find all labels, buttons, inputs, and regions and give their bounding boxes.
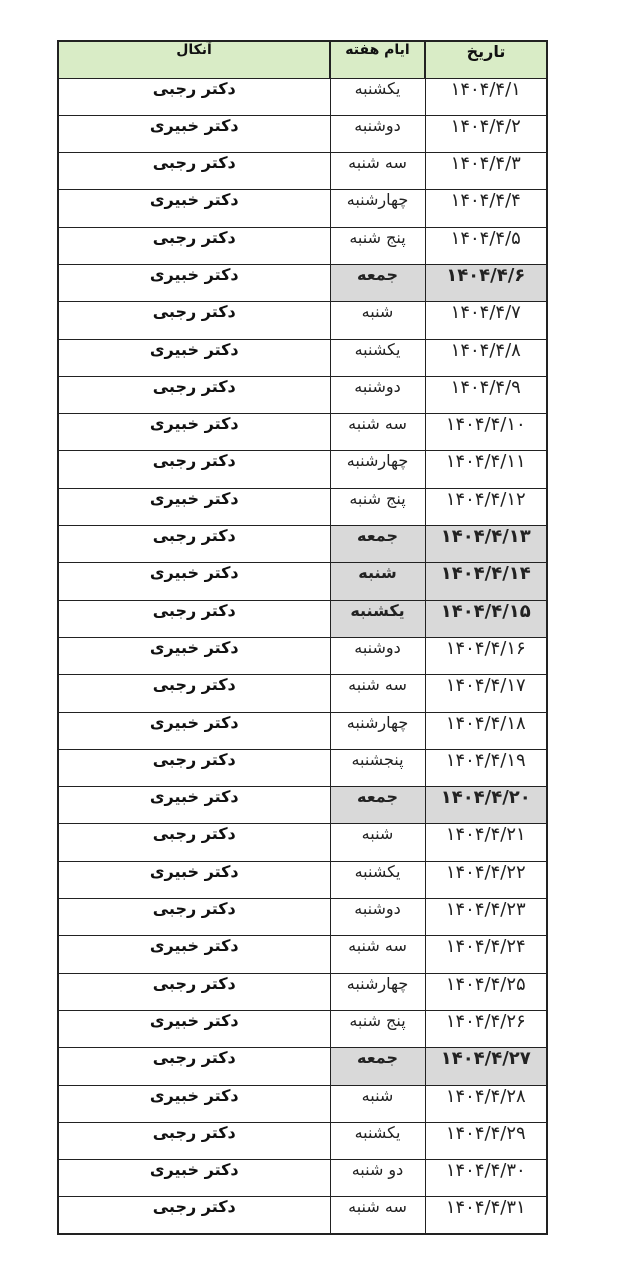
- weekday-cell: سه شنبه: [330, 414, 425, 451]
- date-cell: ۱۴۰۴/۴/۳: [425, 153, 547, 190]
- date-cell: ۱۴۰۴/۴/۱۸: [425, 712, 547, 749]
- oncall-cell: دکتر رجبی: [58, 302, 330, 339]
- date-cell: ۱۴۰۴/۴/۲۱: [425, 824, 547, 861]
- table-row: [58, 563, 547, 600]
- table-row: [58, 451, 547, 488]
- date-cell: ۱۴۰۴/۴/۱۴: [425, 563, 547, 600]
- table-row: [58, 488, 547, 525]
- weekday-cell: یکشنبه: [330, 1122, 425, 1159]
- oncall-cell: دکتر خبیری: [58, 190, 330, 227]
- table-row: [58, 1085, 547, 1122]
- date-cell: ۱۴۰۴/۴/۱: [425, 78, 547, 115]
- date-cell: ۱۴۰۴/۴/۶: [425, 264, 547, 301]
- table-row: [58, 115, 547, 152]
- date-cell: ۱۴۰۴/۴/۱۷: [425, 675, 547, 712]
- table-row: [58, 1197, 547, 1234]
- table-row: [58, 78, 547, 115]
- table-row: [58, 264, 547, 301]
- table-row: [58, 302, 547, 339]
- table-row: [58, 787, 547, 824]
- weekday-cell: شنبه: [330, 563, 425, 600]
- oncall-cell: دکتر رجبی: [58, 78, 330, 115]
- oncall-cell: دکتر رجبی: [58, 973, 330, 1010]
- table-row: [58, 190, 547, 227]
- oncall-cell: دکتر رجبی: [58, 376, 330, 413]
- weekday-cell: یکشنبه: [330, 78, 425, 115]
- oncall-cell: دکتر رجبی: [58, 451, 330, 488]
- date-cell: ۱۴۰۴/۴/۴: [425, 190, 547, 227]
- weekday-cell: پنجشنبه: [330, 749, 425, 786]
- date-cell: ۱۴۰۴/۴/۱۱: [425, 451, 547, 488]
- table-row: [58, 526, 547, 563]
- oncall-cell: دکتر خبیری: [58, 712, 330, 749]
- weekday-cell: پنج شنبه: [330, 227, 425, 264]
- oncall-cell: دکتر رجبی: [58, 153, 330, 190]
- oncall-cell: دکتر رجبی: [58, 675, 330, 712]
- oncall-schedule-table: [57, 40, 548, 1235]
- table-row: [58, 749, 547, 786]
- oncall-cell: دکتر خبیری: [58, 787, 330, 824]
- table-row: [58, 936, 547, 973]
- weekday-cell: جمعه: [330, 264, 425, 301]
- header-weekday: ایام هفته: [330, 41, 425, 78]
- date-cell: ۱۴۰۴/۴/۲: [425, 115, 547, 152]
- weekday-cell: سه شنبه: [330, 1197, 425, 1234]
- table-row: [58, 339, 547, 376]
- date-cell: ۱۴۰۴/۴/۱۵: [425, 600, 547, 637]
- weekday-cell: جمعه: [330, 1048, 425, 1085]
- date-cell: ۱۴۰۴/۴/۲۸: [425, 1085, 547, 1122]
- oncall-schedule-sheet: [57, 40, 546, 1235]
- date-cell: ۱۴۰۴/۴/۲۷: [425, 1048, 547, 1085]
- oncall-cell: دکتر خبیری: [58, 1010, 330, 1047]
- oncall-cell: دکتر رجبی: [58, 1122, 330, 1159]
- table-row: [58, 376, 547, 413]
- date-cell: ۱۴۰۴/۴/۷: [425, 302, 547, 339]
- header-date: تاریخ: [425, 41, 547, 78]
- oncall-cell: دکتر رجبی: [58, 1048, 330, 1085]
- header-row: [58, 41, 547, 78]
- date-cell: ۱۴۰۴/۴/۵: [425, 227, 547, 264]
- weekday-cell: چهارشنبه: [330, 973, 425, 1010]
- oncall-cell: دکتر خبیری: [58, 488, 330, 525]
- table-row: [58, 153, 547, 190]
- oncall-cell: دکتر خبیری: [58, 115, 330, 152]
- date-cell: ۱۴۰۴/۴/۱۹: [425, 749, 547, 786]
- date-cell: ۱۴۰۴/۴/۱۰: [425, 414, 547, 451]
- table-row: [58, 824, 547, 861]
- oncall-cell: دکتر خبیری: [58, 861, 330, 898]
- weekday-cell: یکشنبه: [330, 339, 425, 376]
- oncall-cell: دکتر خبیری: [58, 563, 330, 600]
- date-cell: ۱۴۰۴/۴/۲۰: [425, 787, 547, 824]
- table-row: [58, 712, 547, 749]
- table-row: [58, 227, 547, 264]
- table-row: [58, 675, 547, 712]
- table-row: [58, 414, 547, 451]
- header-oncall: آنکال: [58, 41, 330, 78]
- weekday-cell: دوشنبه: [330, 115, 425, 152]
- date-cell: ۱۴۰۴/۴/۲۵: [425, 973, 547, 1010]
- weekday-cell: یکشنبه: [330, 600, 425, 637]
- weekday-cell: پنج شنبه: [330, 488, 425, 525]
- weekday-cell: سه شنبه: [330, 153, 425, 190]
- schedule-body: [58, 78, 547, 1234]
- oncall-cell: دکتر خبیری: [58, 637, 330, 674]
- date-cell: ۱۴۰۴/۴/۳۰: [425, 1160, 547, 1197]
- oncall-cell: دکتر رجبی: [58, 749, 330, 786]
- oncall-cell: دکتر خبیری: [58, 264, 330, 301]
- weekday-cell: چهارشنبه: [330, 451, 425, 488]
- oncall-cell: دکتر رجبی: [58, 1197, 330, 1234]
- date-cell: ۱۴۰۴/۴/۱۳: [425, 526, 547, 563]
- oncall-cell: دکتر خبیری: [58, 1085, 330, 1122]
- weekday-cell: سه شنبه: [330, 936, 425, 973]
- weekday-cell: چهارشنبه: [330, 190, 425, 227]
- weekday-cell: دوشنبه: [330, 899, 425, 936]
- weekday-cell: دوشنبه: [330, 637, 425, 674]
- weekday-cell: پنج شنبه: [330, 1010, 425, 1047]
- weekday-cell: شنبه: [330, 302, 425, 339]
- oncall-cell: دکتر خبیری: [58, 339, 330, 376]
- weekday-cell: جمعه: [330, 787, 425, 824]
- date-cell: ۱۴۰۴/۴/۲۲: [425, 861, 547, 898]
- oncall-cell: دکتر خبیری: [58, 1160, 330, 1197]
- weekday-cell: سه شنبه: [330, 675, 425, 712]
- oncall-cell: دکتر خبیری: [58, 936, 330, 973]
- oncall-cell: دکتر رجبی: [58, 227, 330, 264]
- weekday-cell: یکشنبه: [330, 861, 425, 898]
- table-row: [58, 1122, 547, 1159]
- table-row: [58, 1048, 547, 1085]
- date-cell: ۱۴۰۴/۴/۸: [425, 339, 547, 376]
- date-cell: ۱۴۰۴/۴/۲۴: [425, 936, 547, 973]
- oncall-cell: دکتر رجبی: [58, 899, 330, 936]
- table-row: [58, 1010, 547, 1047]
- date-cell: ۱۴۰۴/۴/۳۱: [425, 1197, 547, 1234]
- date-cell: ۱۴۰۴/۴/۲۶: [425, 1010, 547, 1047]
- table-row: [58, 637, 547, 674]
- weekday-cell: دوشنبه: [330, 376, 425, 413]
- oncall-cell: دکتر رجبی: [58, 600, 330, 637]
- oncall-cell: دکتر رجبی: [58, 526, 330, 563]
- table-row: [58, 1160, 547, 1197]
- table-row: [58, 861, 547, 898]
- date-cell: ۱۴۰۴/۴/۱۲: [425, 488, 547, 525]
- weekday-cell: شنبه: [330, 1085, 425, 1122]
- weekday-cell: شنبه: [330, 824, 425, 861]
- weekday-cell: چهارشنبه: [330, 712, 425, 749]
- date-cell: ۱۴۰۴/۴/۲۳: [425, 899, 547, 936]
- oncall-cell: دکتر خبیری: [58, 414, 330, 451]
- date-cell: ۱۴۰۴/۴/۱۶: [425, 637, 547, 674]
- table-row: [58, 973, 547, 1010]
- table-row: [58, 899, 547, 936]
- weekday-cell: جمعه: [330, 526, 425, 563]
- weekday-cell: دو شنبه: [330, 1160, 425, 1197]
- oncall-cell: دکتر رجبی: [58, 824, 330, 861]
- date-cell: ۱۴۰۴/۴/۲۹: [425, 1122, 547, 1159]
- table-row: [58, 600, 547, 637]
- date-cell: ۱۴۰۴/۴/۹: [425, 376, 547, 413]
